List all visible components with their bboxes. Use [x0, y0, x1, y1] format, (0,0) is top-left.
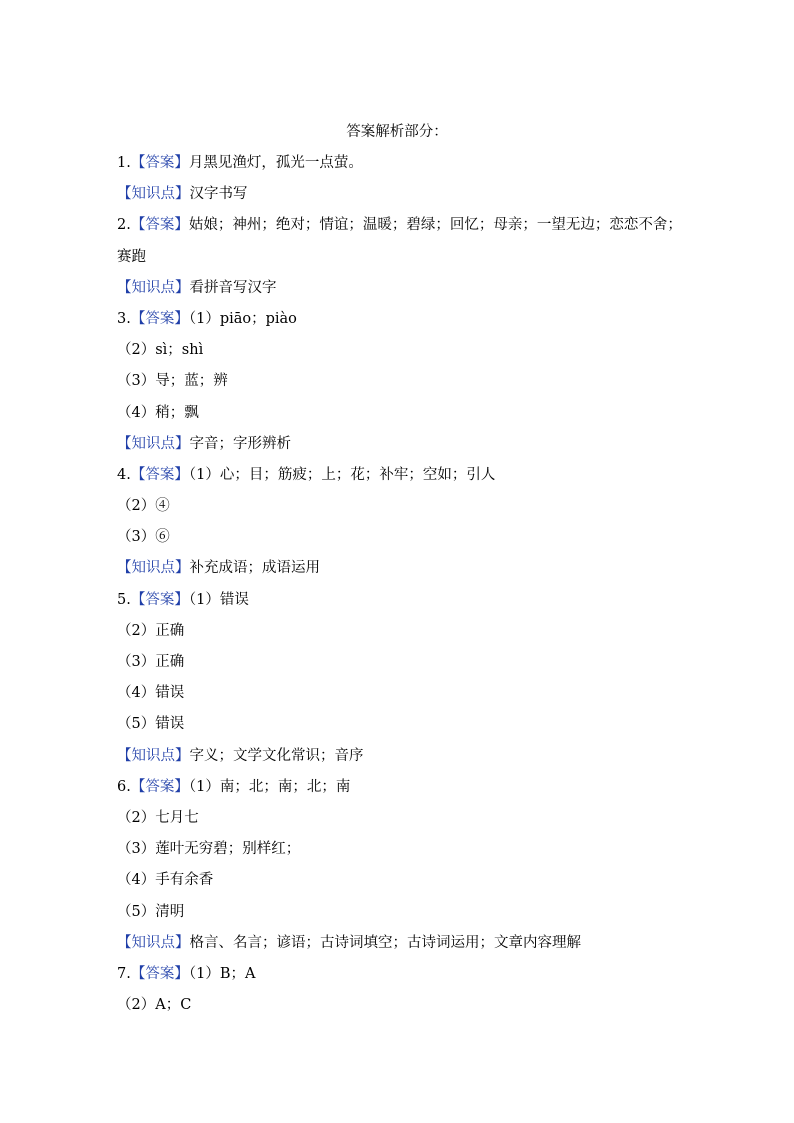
knowledge-point-line	[117, 558, 677, 589]
line-text: 看拼音写汉字	[189, 279, 277, 296]
question-number: 7.	[117, 965, 131, 982]
line-text: （2）七月七	[117, 809, 199, 826]
answer-tag: 【答案】	[130, 778, 189, 795]
knowledge-point-line	[117, 933, 677, 964]
line-text: 月黑见渔灯，孤光一点萤。	[188, 155, 363, 171]
answer-tag: 【答案】	[130, 591, 189, 608]
line-text: （1）心；目；筋疲；上；花；补牢；空如；引人	[188, 466, 496, 483]
answer-line	[117, 590, 677, 621]
answer-subline	[117, 371, 677, 402]
answer-list	[117, 153, 682, 1026]
question-number: 3.	[117, 310, 131, 327]
line-text: （2）A；C	[117, 997, 192, 1014]
answer-subline	[117, 683, 677, 714]
page-title: 答案解析部分：	[346, 124, 448, 140]
answer-subline	[117, 621, 677, 652]
line-text: （5）错误	[117, 716, 185, 733]
answer-subline	[117, 808, 677, 839]
answer-subline	[117, 496, 677, 527]
knowledge-point-tag: 【知识点】	[117, 186, 190, 203]
line-text: （2）④	[117, 498, 170, 515]
answer-subline	[117, 403, 677, 434]
answer-line	[117, 215, 682, 246]
answer-tag: 【答案】	[130, 217, 189, 234]
line-text: （2）正确	[117, 622, 185, 639]
answer-subline	[117, 247, 677, 278]
line-text: （4）错误	[117, 685, 185, 702]
line-text: 汉字书写	[189, 186, 248, 203]
line-text: 赛跑	[117, 248, 146, 265]
answer-line	[117, 964, 677, 995]
answer-tag: 【答案】	[130, 466, 189, 483]
line-text: （2）sì；shì	[117, 342, 204, 359]
answer-subline	[117, 995, 677, 1026]
line-text: （3）正确	[117, 654, 185, 670]
line-text: （3）莲叶无穷碧；别样红；	[117, 841, 301, 858]
line-text: 字义；文学文化常识；音序	[189, 747, 364, 764]
answer-subline	[117, 652, 677, 683]
line-text: （1）错误	[188, 591, 249, 608]
knowledge-point-line	[117, 278, 677, 309]
line-text: （1）南；北；南；北；南	[188, 778, 351, 795]
answer-subline	[117, 527, 677, 558]
line-text: （5）清明	[117, 903, 185, 920]
line-text: （4）稍；飘	[117, 404, 199, 421]
question-number: 1.	[117, 155, 131, 171]
answer-line	[117, 309, 677, 340]
answer-tag: 【答案】	[130, 155, 189, 171]
knowledge-point-tag: 【知识点】	[117, 279, 190, 296]
knowledge-point-tag: 【知识点】	[117, 934, 190, 951]
answer-subline	[117, 839, 677, 870]
line-text: 格言、名言；谚语；古诗词填空；古诗词运用；文章内容理解	[189, 934, 581, 951]
knowledge-point-line	[117, 746, 677, 777]
line-text: （3）导；蓝；辨	[117, 373, 228, 390]
line-text: （1）piāo；piào	[188, 310, 297, 327]
question-number: 6.	[117, 778, 131, 795]
answer-line	[117, 465, 677, 496]
answer-subline	[117, 902, 677, 933]
answer-line	[117, 153, 677, 184]
knowledge-point-tag: 【知识点】	[117, 747, 190, 764]
line-text: 补充成语；成语运用	[189, 560, 320, 577]
answer-subline	[117, 714, 677, 745]
knowledge-point-tag: 【知识点】	[117, 435, 190, 452]
line-text: 姑娘；神州；绝对；情谊；温暖；碧绿；回忆；母亲；一望无边；恋恋不舍；	[188, 217, 682, 234]
answer-subline	[117, 340, 677, 371]
line-text: （3）⑥	[117, 529, 170, 546]
answer-subline	[117, 870, 677, 901]
line-text: 字音；字形辨析	[189, 435, 291, 452]
knowledge-point-tag: 【知识点】	[117, 560, 190, 577]
knowledge-point-line	[117, 434, 677, 465]
answer-tag: 【答案】	[130, 310, 189, 327]
answer-tag: 【答案】	[130, 965, 189, 982]
knowledge-point-line	[117, 184, 677, 215]
question-number: 5.	[117, 591, 131, 608]
line-text: （4）手有余香	[117, 872, 214, 889]
line-text: （1）B；A	[188, 965, 256, 982]
answer-line	[117, 777, 677, 808]
question-number: 2.	[117, 217, 131, 234]
question-number: 4.	[117, 466, 131, 483]
